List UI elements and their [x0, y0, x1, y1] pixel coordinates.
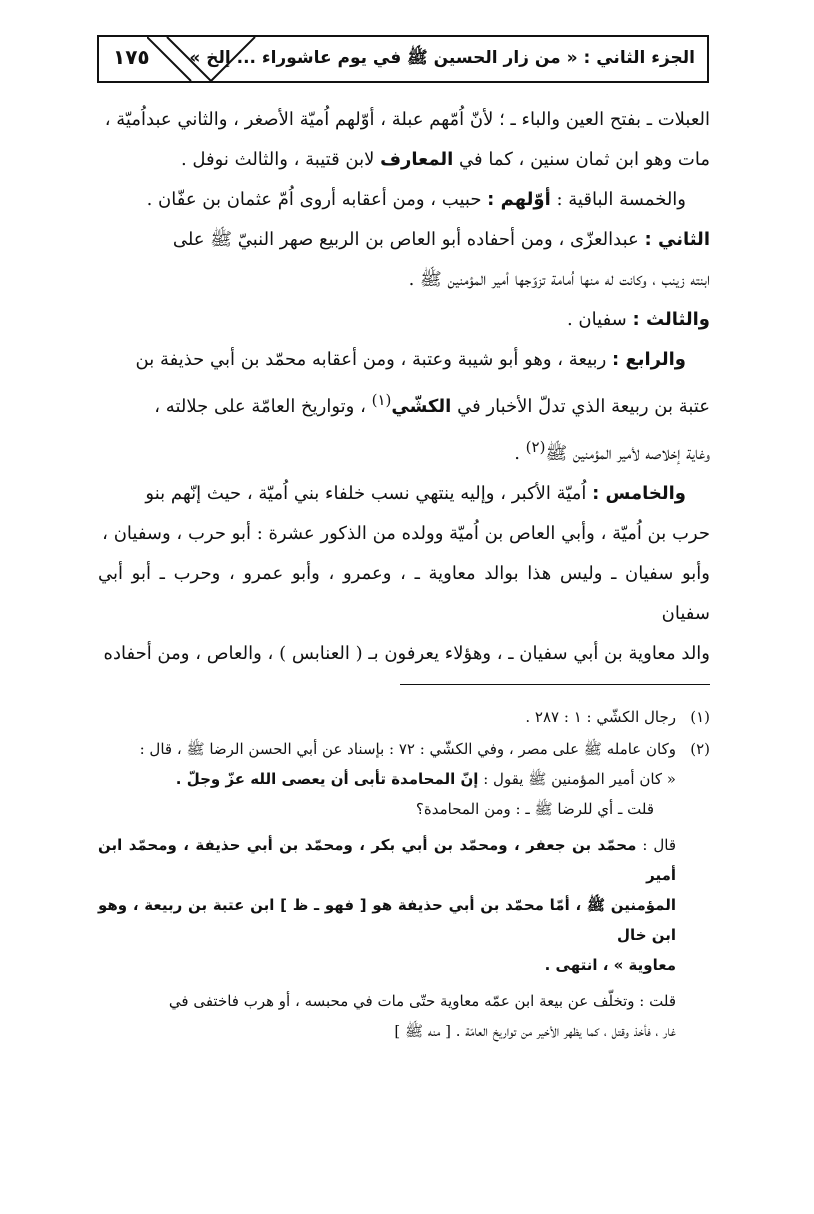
footnote-1-text: رجال الكشّي : ١ : ٢٨٧ . — [525, 708, 676, 726]
p6-line2: حرب بن اُميّة ، وأبي العاص بن اُميّة وولده من الذكور عشرة : أبو حرب ، وسفيان ، — [102, 523, 710, 544]
running-header — [97, 35, 709, 83]
p5-line3: وغاية إخلاصه لأمير المؤمنين ﷺ — [545, 443, 710, 464]
p5-line3-end: . — [514, 443, 526, 464]
p4-text: سفيان . — [566, 309, 633, 330]
footnote-2-number: (٢) — [690, 740, 710, 758]
footnote-2-line4-a: قال : — [636, 836, 677, 854]
paragraph-3 — [98, 220, 710, 300]
p6-line4: والد معاوية بن أبي سفيان ـ ، وهؤلاء يعرفون بـ ( العنابس ) ، والعاص ، ومن أحفاده — [103, 643, 710, 664]
p2-text-a: والخمسة الباقية : — [550, 189, 686, 210]
p2-text-b: حبيب ، ومن أعقابه أروى اُمّ عثمان بن عفّان . — [146, 189, 488, 210]
header-title: الجزء الثاني : « من زار الحسين ﷺ في يوم عاشوراء ... إلخ » — [189, 48, 695, 68]
p6-heading: والخامس : — [592, 483, 686, 504]
footnote-2-line5-bold: المؤمنين ﷺ ، أمّا محمّد بن أبي حذيفة هو [ فهو ـ ظ ] ابن عتبة بن ربيعة ، وهو ابن خال — [98, 896, 676, 944]
footnote-2-line6-bold: معاوية » ، انتهى . — [544, 956, 676, 974]
footnote-2-line8: غار ، فأخذ وقتل ، كما يظهر الأخير من تواريخ العامّة . [ منه ﷺ ] — [394, 1022, 676, 1040]
paragraph-1 — [98, 100, 710, 180]
p6-line1: اُميّة الأكبر ، وإليه ينتهي نسب خلفاء بني اُميّة ، حيث إنّهم بنو — [145, 483, 593, 504]
p5-line2-a: عتبة بن ربيعة الذي تدلّ الأخبار في — [451, 396, 710, 417]
p6-line3: وأبو سفيان ـ وليس هذا بوالد معاوية ـ ، وعمرو ، وأبو عمرو ، وحرب ـ أبو أبي سفيان — [98, 563, 710, 624]
p5-heading: والرابع : — [611, 349, 686, 370]
footnote-2-line4-bold: محمّد بن جعفر ، ومحمّد بن أبي بكر ، ومحمّد بن أبي حذيفة ، ومحمّد ابن أمير — [98, 836, 676, 884]
footnote-divider — [400, 684, 710, 685]
p5-line2-b: ، وتواريخ العامّة على جلالته ، — [154, 396, 372, 417]
p5-line1: ربيعة ، وهو أبو شيبة وعتبة ، ومن أعقابه محمّد بن أبي حذيفة بن — [135, 349, 612, 370]
p1-line2-a: مات وهو ابن ثمان سنين ، كما في — [453, 149, 710, 170]
paragraph-2 — [98, 180, 710, 220]
p3-heading: الثاني : — [644, 229, 710, 250]
footnote-2-line1: وكان عامله ﷺ على مصر ، وفي الكشّي : ٧٢ : بإسناد عن أبي الحسن الرضا ﷺ ، قال : — [139, 740, 676, 758]
book-title-maarif: المعارف — [380, 149, 454, 170]
p4-heading: والثالث : — [632, 309, 710, 330]
footnote-ref-2: (٢) — [525, 438, 546, 456]
page-number: ١٧٥ — [113, 45, 150, 69]
paragraph-5 — [98, 340, 710, 474]
footnote-1-number: (١) — [690, 708, 710, 726]
footnote-2-line3: قلت ـ أي للرضا ﷺ ـ : ومن المحامدة؟ — [415, 800, 654, 818]
p1-line1: العبلات ـ بفتح العين والباء ـ ؛ لأنّ اُمّهم عبلة ، أوّلهم اُميّة الأصغر ، والثاني عبداُميّة ، — [104, 109, 710, 130]
footnote-2-line2-a: « كان أمير المؤمنين ﷺ يقول : — [478, 770, 676, 788]
paragraph-4 — [98, 300, 710, 340]
p3-line2: ابنته زينب ، وكانت له منها اُمامة تزوّجها أمير المؤمنين ﷺ . — [408, 269, 710, 290]
footnote-2 — [98, 734, 710, 1046]
footnote-2-line2-bold: إنّ المحامدة تأبى أن يعصى الله عزّ وجلّ . — [175, 770, 479, 788]
main-text — [98, 100, 710, 674]
p3-line1: عبدالعزّى ، ومن أحفاده أبو العاص بن الربيع صهر النبيّ ﷺ على — [172, 229, 645, 250]
p2-heading: أوّلهم : — [487, 189, 551, 210]
p1-line2-b: لابن قتيبة ، والثالث نوفل . — [180, 149, 381, 170]
footnote-2-line7: قلت : وتخلّف عن بيعة ابن عمّه معاوية حتّى مات في محبسه ، أو هرب فاختفى في — [168, 992, 676, 1010]
book-title-kashshi: الكشّي — [391, 396, 452, 417]
footnote-ref-1: (١) — [371, 391, 392, 409]
footnote-1 — [98, 702, 710, 732]
paragraph-6 — [98, 474, 710, 674]
